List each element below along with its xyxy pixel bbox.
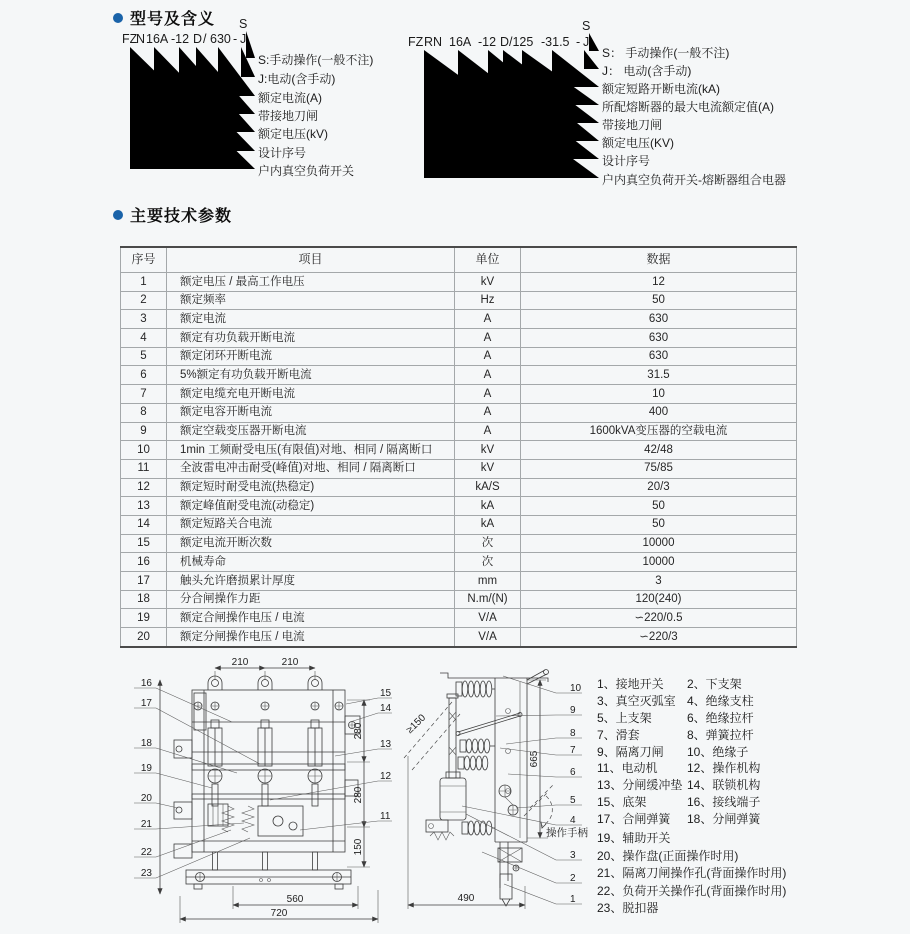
dim-value: 210 bbox=[281, 657, 299, 668]
table-row bbox=[121, 310, 797, 329]
row-item: 5%额定有功负载开断电流 bbox=[167, 366, 455, 385]
row-unit: A bbox=[455, 422, 521, 441]
model-label: 额定短路开断电流(kA) bbox=[602, 82, 720, 96]
row-data: 31.5 bbox=[521, 366, 797, 385]
part-item: 17、合闸弹簧 bbox=[597, 812, 671, 827]
callout-number: 13 bbox=[380, 739, 392, 750]
row-number: 1 bbox=[121, 273, 167, 292]
side-view-drawing bbox=[396, 656, 598, 934]
code-seg: 16A bbox=[449, 35, 472, 49]
row-data: 12 bbox=[521, 273, 797, 292]
row-item: 额定电流开断次数 bbox=[167, 534, 455, 553]
row-unit: N.m/(N) bbox=[455, 590, 521, 609]
parts-list-row bbox=[597, 676, 909, 693]
section-title: 主要技术参数 bbox=[130, 208, 233, 225]
part-item: 11、电动机 bbox=[597, 761, 658, 776]
dim-bottom bbox=[180, 886, 378, 923]
callout-number: 4 bbox=[570, 815, 576, 826]
table-row bbox=[121, 291, 797, 310]
code-seg: -12 bbox=[171, 32, 190, 46]
section-params-header bbox=[113, 203, 232, 226]
row-data: 10 bbox=[521, 385, 797, 404]
table-row bbox=[121, 572, 797, 591]
code-seg: 16A bbox=[146, 32, 169, 46]
model-designation-left bbox=[115, 14, 407, 188]
row-number: 7 bbox=[121, 385, 167, 404]
row-number: 17 bbox=[121, 572, 167, 591]
row-data: 10000 bbox=[521, 534, 797, 553]
parts-list-row bbox=[597, 744, 909, 761]
row-item: 机械寿命 bbox=[167, 553, 455, 572]
code-seg: - bbox=[576, 35, 581, 49]
callout-number: 1 bbox=[570, 894, 576, 905]
row-item: 额定峰值耐受电流(动稳定) bbox=[167, 497, 455, 516]
row-number: 13 bbox=[121, 497, 167, 516]
callouts-right bbox=[270, 688, 392, 830]
row-data: 50 bbox=[521, 497, 797, 516]
row-number: 6 bbox=[121, 366, 167, 385]
part-item: 19、辅助开关 bbox=[597, 831, 671, 846]
dim-value: 150 bbox=[353, 838, 364, 856]
callouts-left bbox=[134, 678, 260, 879]
part-item: 1、接地开关 bbox=[597, 677, 664, 691]
parts-list-row bbox=[597, 693, 909, 710]
table-row bbox=[121, 329, 797, 348]
row-unit: A bbox=[455, 329, 521, 348]
row-data: 10000 bbox=[521, 553, 797, 572]
dim-665 bbox=[527, 680, 548, 838]
code-seg: RN bbox=[424, 35, 443, 49]
parts-list-row bbox=[597, 760, 909, 777]
dim-value: 665 bbox=[529, 750, 540, 768]
row-item: 额定空载变压器开断电流 bbox=[167, 422, 455, 441]
row-data: 42/48 bbox=[521, 441, 797, 460]
row-unit: V/A bbox=[455, 628, 521, 647]
model-label: 设计序号 bbox=[602, 154, 651, 168]
row-item: 额定电缆充电开断电流 bbox=[167, 385, 455, 404]
row-data: 630 bbox=[521, 329, 797, 348]
row-item: 触头允许磨损累计厚度 bbox=[167, 572, 455, 591]
table-row bbox=[121, 497, 797, 516]
part-item: 14、联锁机构 bbox=[687, 778, 761, 793]
part-item: 20、操作盘(正面操作时用) bbox=[597, 848, 739, 863]
part-item: 9、隔离刀闸 bbox=[597, 744, 664, 759]
row-unit: A bbox=[455, 366, 521, 385]
code-seg: D bbox=[500, 35, 510, 49]
model-label: S:手动操作(一般不注) bbox=[258, 53, 374, 67]
model-label: J： 电动(含手动) bbox=[602, 64, 692, 78]
part-item: 12、操作机构 bbox=[687, 761, 761, 776]
table-row bbox=[121, 459, 797, 478]
col-header-no: 序号 bbox=[121, 247, 167, 273]
dim-value: 280 bbox=[353, 722, 364, 740]
callout-number: 6 bbox=[570, 767, 576, 778]
dim-top bbox=[215, 657, 315, 680]
model-label: S： 手动操作(一般不注) bbox=[602, 46, 730, 60]
row-item: 额定电流 bbox=[167, 310, 455, 329]
row-unit: kA/S bbox=[455, 478, 521, 497]
callout-number: 23 bbox=[140, 868, 152, 879]
row-data: 50 bbox=[521, 291, 797, 310]
row-unit: A bbox=[455, 347, 521, 366]
table-row bbox=[121, 385, 797, 404]
row-number: 20 bbox=[121, 628, 167, 647]
part-item: 3、真空灭弧室 bbox=[597, 693, 676, 708]
table-row bbox=[121, 366, 797, 385]
row-data: ∽220/3 bbox=[521, 628, 797, 647]
code-seg: FZ bbox=[408, 35, 424, 49]
row-number: 15 bbox=[121, 534, 167, 553]
code-seg: -31.5 bbox=[541, 35, 570, 49]
row-number: 5 bbox=[121, 347, 167, 366]
code-seg: /125 bbox=[509, 35, 534, 49]
row-unit: 次 bbox=[455, 534, 521, 553]
part-item: 23、脱扣器 bbox=[597, 901, 659, 916]
model-suffix-s: S bbox=[239, 17, 248, 31]
callout-number: 17 bbox=[140, 698, 152, 709]
row-number: 11 bbox=[121, 459, 167, 478]
code-seg: 630 bbox=[210, 32, 231, 46]
part-item: 13、分闸缓冲垫 bbox=[597, 778, 683, 793]
parts-list-row bbox=[597, 777, 909, 794]
row-unit: kA bbox=[455, 497, 521, 516]
row-unit: kV bbox=[455, 273, 521, 292]
model-label: 额定电压(kV) bbox=[258, 127, 328, 141]
model-label: 户内真空负荷开关-熔断器组合电器 bbox=[602, 173, 786, 187]
row-item: 额定合闸操作电压 / 电流 bbox=[167, 609, 455, 628]
row-data: 20/3 bbox=[521, 478, 797, 497]
part-item: 16、接线端子 bbox=[687, 795, 761, 810]
table-row bbox=[121, 422, 797, 441]
row-number: 18 bbox=[121, 590, 167, 609]
pole-assembly bbox=[208, 720, 322, 806]
part-item: 2、下支架 bbox=[687, 677, 742, 691]
row-data: 1600kVA变压器的空载电流 bbox=[521, 422, 797, 441]
model-label: 户内真空负荷开关 bbox=[258, 164, 355, 178]
part-item: 10、绝缘子 bbox=[687, 744, 749, 759]
table-row bbox=[121, 553, 797, 572]
dim-angled: ≥150 bbox=[404, 712, 429, 736]
code-seg: N bbox=[136, 32, 146, 46]
front-view-drawing bbox=[128, 656, 392, 934]
model-suffix-s: S bbox=[582, 19, 591, 33]
parts-list bbox=[597, 676, 909, 918]
dim-value: 490 bbox=[457, 893, 475, 904]
row-item: 额定短路关合电流 bbox=[167, 515, 455, 534]
parts-list-row bbox=[597, 727, 909, 744]
model-label: 带接地刀闸 bbox=[258, 109, 319, 123]
parameters-table bbox=[120, 246, 797, 648]
dim-value: 210 bbox=[231, 657, 249, 668]
part-item: 5、上支架 bbox=[597, 710, 652, 725]
col-header-unit: 单位 bbox=[455, 247, 521, 273]
row-unit: 次 bbox=[455, 553, 521, 572]
callout-number: 14 bbox=[380, 703, 392, 714]
code-seg: -12 bbox=[478, 35, 497, 49]
callout-number: 8 bbox=[570, 728, 576, 739]
model-label: 额定电压(KV) bbox=[602, 136, 675, 150]
table-row bbox=[121, 273, 797, 292]
callout-number: 15 bbox=[380, 688, 392, 699]
row-item: 额定电容开断电流 bbox=[167, 403, 455, 422]
row-number: 10 bbox=[121, 441, 167, 460]
callout-number: 10 bbox=[570, 683, 582, 694]
col-header-item: 项目 bbox=[167, 247, 455, 273]
callout-number: 16 bbox=[140, 678, 152, 689]
row-number: 2 bbox=[121, 291, 167, 310]
callout-number: 2 bbox=[570, 873, 576, 884]
dim-value: 560 bbox=[286, 894, 304, 905]
table-row bbox=[121, 534, 797, 553]
callout-number: 18 bbox=[140, 738, 152, 749]
row-number: 4 bbox=[121, 329, 167, 348]
dim-490 bbox=[408, 756, 525, 909]
parts-pairs bbox=[597, 676, 909, 828]
model-label: 所配熔断器的最大电流额定值(A) bbox=[602, 100, 774, 114]
row-unit: kA bbox=[455, 515, 521, 534]
row-item: 额定短时耐受电流(热稳定) bbox=[167, 478, 455, 497]
code-seg: J bbox=[240, 32, 247, 46]
row-data: 400 bbox=[521, 403, 797, 422]
row-number: 12 bbox=[121, 478, 167, 497]
row-data: 630 bbox=[521, 310, 797, 329]
parts-list-row bbox=[597, 811, 909, 828]
row-unit: kV bbox=[455, 459, 521, 478]
row-unit: V/A bbox=[455, 609, 521, 628]
model-designation-right bbox=[400, 10, 836, 196]
parts-list-row bbox=[597, 794, 909, 811]
table-row bbox=[121, 590, 797, 609]
callout-number: 12 bbox=[380, 771, 392, 782]
row-item: 全波雷电冲击耐受(峰值)对地、相同 / 隔离断口 bbox=[167, 459, 455, 478]
callout-number: 9 bbox=[570, 705, 576, 716]
row-unit: Hz bbox=[455, 291, 521, 310]
table-row bbox=[121, 403, 797, 422]
row-data: 50 bbox=[521, 515, 797, 534]
model-label: 额定电流(A) bbox=[258, 91, 322, 105]
row-unit: kV bbox=[455, 441, 521, 460]
row-unit: mm bbox=[455, 572, 521, 591]
callout-number: 20 bbox=[140, 793, 152, 804]
code-seg: J bbox=[583, 35, 590, 49]
section-title: 型号及含义 bbox=[130, 11, 216, 28]
dim-value: 720 bbox=[270, 908, 288, 919]
bolt-holes bbox=[194, 702, 343, 710]
callout-number: 11 bbox=[380, 811, 391, 822]
row-item: 额定闭环开断电流 bbox=[167, 347, 455, 366]
row-item: 额定有功负载开断电流 bbox=[167, 329, 455, 348]
row-item: 额定电压 / 最高工作电压 bbox=[167, 273, 455, 292]
code-seg: - bbox=[233, 32, 238, 46]
dim-value: 280 bbox=[353, 786, 364, 804]
row-unit: A bbox=[455, 385, 521, 404]
part-item: 4、绝缘支柱 bbox=[687, 693, 754, 708]
table-row bbox=[121, 478, 797, 497]
row-data: 630 bbox=[521, 347, 797, 366]
callouts-side bbox=[462, 676, 582, 905]
table-row bbox=[121, 515, 797, 534]
row-data: ∽220/0.5 bbox=[521, 609, 797, 628]
col-header-data: 数据 bbox=[521, 247, 797, 273]
table-header-row bbox=[121, 247, 797, 273]
row-number: 19 bbox=[121, 609, 167, 628]
model-label: 设计序号 bbox=[258, 146, 307, 160]
handle-label: 操作手柄 bbox=[546, 827, 588, 839]
code-seg: / bbox=[203, 32, 207, 46]
row-data: 75/85 bbox=[521, 459, 797, 478]
part-item: 8、弹簧拉杆 bbox=[687, 727, 754, 742]
parts-singles bbox=[597, 830, 909, 918]
code-seg: D bbox=[193, 32, 203, 46]
row-data: 120(240) bbox=[521, 590, 797, 609]
callout-number: 19 bbox=[140, 763, 152, 774]
table-row bbox=[121, 609, 797, 628]
row-item: 1min 工频耐受电压(有限值)对地、相同 / 隔离断口 bbox=[167, 441, 455, 460]
callout-number: 22 bbox=[140, 847, 152, 858]
callout-number: 5 bbox=[570, 795, 576, 806]
code-seg: FZ bbox=[122, 32, 138, 46]
model-label: J:电动(含手动) bbox=[258, 72, 336, 86]
row-item: 额定频率 bbox=[167, 291, 455, 310]
row-number: 3 bbox=[121, 310, 167, 329]
callout-number: 21 bbox=[140, 819, 152, 830]
part-item: 21、隔离刀闸操作孔(背面操作时用) bbox=[597, 866, 787, 881]
row-unit: A bbox=[455, 310, 521, 329]
side-equipment-art bbox=[426, 670, 549, 907]
part-item: 18、分闸弹簧 bbox=[687, 812, 761, 827]
model-label: 带接地刀闸 bbox=[602, 118, 663, 132]
part-item: 22、负荷开关操作孔(背面操作时用) bbox=[597, 883, 787, 898]
part-item: 7、滑套 bbox=[597, 727, 640, 742]
callout-number: 3 bbox=[570, 850, 576, 861]
row-unit: A bbox=[455, 403, 521, 422]
row-number: 14 bbox=[121, 515, 167, 534]
parts-list-row bbox=[597, 710, 909, 727]
row-data: 3 bbox=[521, 572, 797, 591]
row-item: 分合闸操作力距 bbox=[167, 590, 455, 609]
row-item: 额定分闸操作电压 / 电流 bbox=[167, 628, 455, 647]
front-equipment-art bbox=[174, 676, 360, 889]
part-item: 15、底架 bbox=[597, 795, 647, 810]
part-item: 6、绝缘拉杆 bbox=[687, 710, 754, 725]
row-number: 9 bbox=[121, 422, 167, 441]
callout-number: 7 bbox=[570, 745, 576, 756]
table-row bbox=[121, 347, 797, 366]
table-row bbox=[121, 441, 797, 460]
row-number: 16 bbox=[121, 553, 167, 572]
bullet-icon bbox=[113, 210, 123, 220]
row-number: 8 bbox=[121, 403, 167, 422]
table-row bbox=[121, 628, 797, 647]
